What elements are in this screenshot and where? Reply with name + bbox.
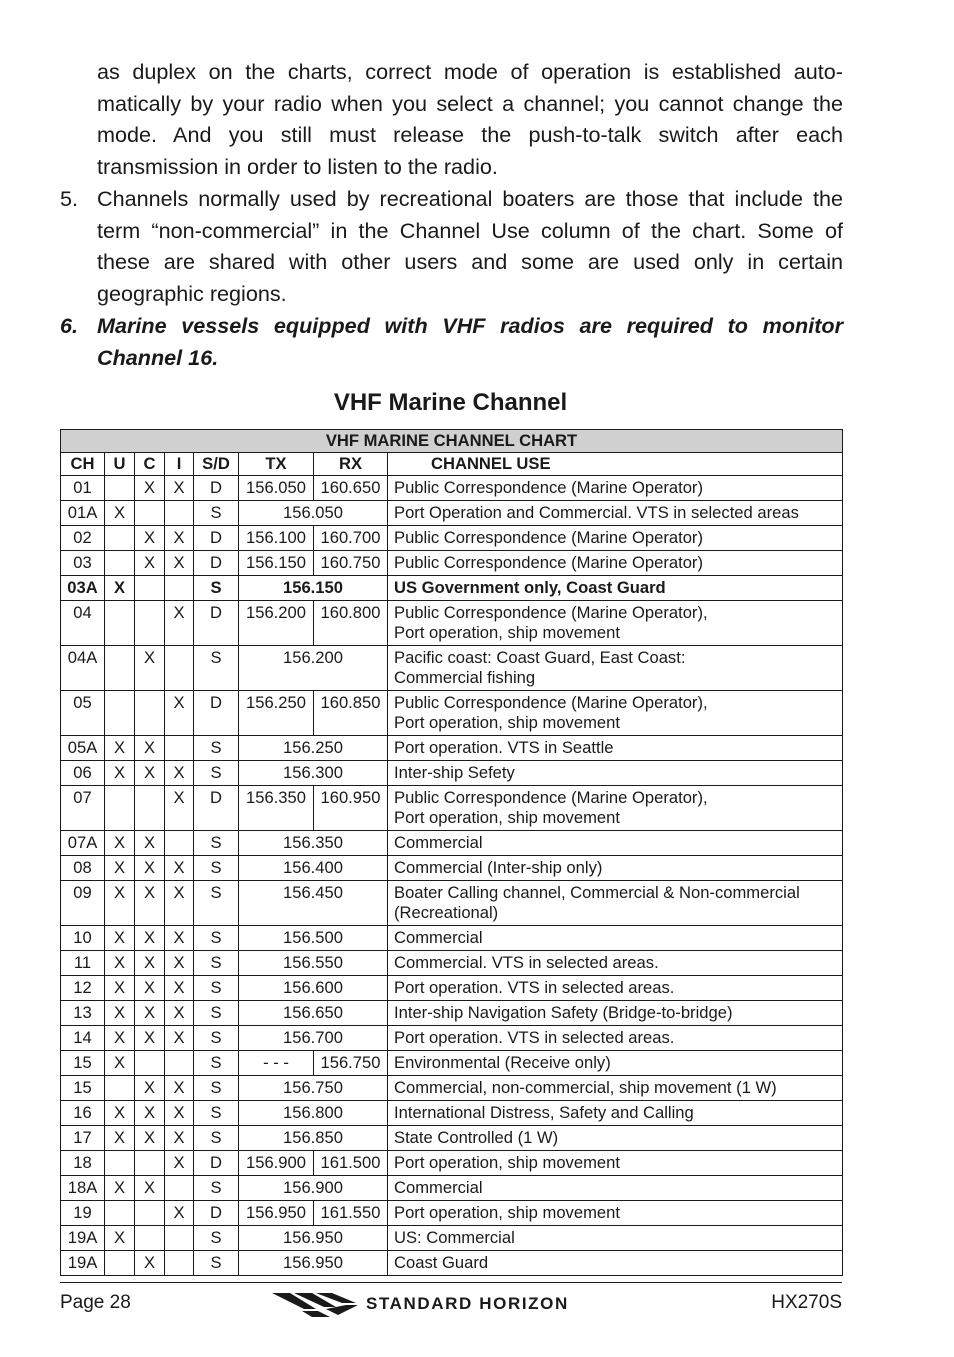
channel-use-cell (388, 856, 843, 881)
column-header: CHANNEL USE (388, 453, 843, 476)
channel-use-cell (388, 761, 843, 786)
channel-use-line: Public Correspondence (Marine Operator), (394, 693, 708, 712)
us-cell: X (105, 576, 135, 601)
us-cell (105, 601, 135, 646)
tx-cell: 156.100 (239, 526, 314, 551)
footer-rule (60, 1282, 842, 1283)
intl-cell (165, 1176, 194, 1201)
us-cell (105, 551, 135, 576)
channel-use-line: Port operation, ship movement (394, 1203, 620, 1222)
tx-cell: 156.150 (239, 551, 314, 576)
rx-cell: 161.500 (314, 1151, 388, 1176)
mode-cell: D (194, 1201, 239, 1226)
channel-use-cell (388, 551, 843, 576)
channel-use-line: Commercial (Inter-ship only) (394, 858, 603, 877)
channel-cell: 15 (61, 1076, 105, 1101)
us-cell: X (105, 501, 135, 526)
canada-cell: X (135, 926, 165, 951)
us-cell: X (105, 831, 135, 856)
mode-cell: D (194, 1151, 239, 1176)
mode-cell: D (194, 551, 239, 576)
us-cell (105, 1251, 135, 1276)
channel-use-line: Port operation, ship movement (394, 713, 620, 732)
canada-cell: X (135, 526, 165, 551)
table-header-row (61, 453, 843, 476)
canada-cell: X (135, 856, 165, 881)
canada-cell: X (135, 736, 165, 761)
us-cell: X (105, 926, 135, 951)
table-row (61, 831, 843, 856)
us-cell: X (105, 976, 135, 1001)
mode-cell: S (194, 1226, 239, 1251)
channel-cell: 19 (61, 1201, 105, 1226)
canada-cell: X (135, 1001, 165, 1026)
table-title: VHF MARINE CHANNEL CHART (61, 430, 843, 453)
us-cell: X (105, 951, 135, 976)
us-cell: X (105, 1026, 135, 1051)
intl-cell (165, 1251, 194, 1276)
channel-cell: 09 (61, 881, 105, 926)
frequency-cell: 156.150 (239, 576, 388, 601)
channel-use-cell (388, 1226, 843, 1251)
canada-cell (135, 786, 165, 831)
channel-use-line: Commercial fishing (394, 668, 536, 687)
channel-cell: 04 (61, 601, 105, 646)
channel-use-cell (388, 1201, 843, 1226)
column-header: RX (314, 453, 388, 476)
table-row (61, 1126, 843, 1151)
table-row (61, 476, 843, 501)
list-number: 6. (60, 313, 79, 338)
us-cell: X (105, 1101, 135, 1126)
channel-cell: 02 (61, 526, 105, 551)
channel-use-cell (388, 601, 843, 646)
section-heading: VHF Marine Channel (333, 389, 568, 416)
canada-cell: X (135, 951, 165, 976)
us-cell: X (105, 1126, 135, 1151)
canada-cell: X (135, 1126, 165, 1151)
channel-use-line: Commercial, non-commercial, ship movement (1 W) (394, 1078, 777, 1097)
table-row (61, 1226, 843, 1251)
channel-use-line: Commercial (394, 928, 483, 947)
us-cell (105, 1076, 135, 1101)
channel-cell: 19A (61, 1226, 105, 1251)
channel-use-line: Port operation, ship movement (394, 623, 620, 642)
canada-cell: X (135, 761, 165, 786)
tx-cell: 156.900 (239, 1151, 314, 1176)
channel-cell: 18 (61, 1151, 105, 1176)
intl-cell: X (165, 1101, 194, 1126)
mode-cell: D (194, 601, 239, 646)
canada-cell: X (135, 881, 165, 926)
us-cell (105, 476, 135, 501)
intl-cell: X (165, 881, 194, 926)
mode-cell: S (194, 646, 239, 691)
channel-use-line: Commercial (394, 1178, 483, 1197)
us-cell: X (105, 1001, 135, 1026)
table-row (61, 761, 843, 786)
canada-cell (135, 1226, 165, 1251)
channel-use-line: Port Operation and Commercial. VTS in selected areas (394, 503, 799, 522)
table-row (61, 1176, 843, 1201)
table-row (61, 856, 843, 881)
tx-cell: 156.200 (239, 601, 314, 646)
canada-cell: X (135, 1076, 165, 1101)
brand-name: STANDARD HORIZON (366, 1294, 569, 1313)
canada-cell: X (135, 551, 165, 576)
frequency-cell: 156.400 (239, 856, 388, 881)
frequency-cell: 156.550 (239, 951, 388, 976)
channel-cell: 01A (61, 501, 105, 526)
us-cell (105, 1151, 135, 1176)
channel-cell: 19A (61, 1251, 105, 1276)
mode-cell: D (194, 526, 239, 551)
frequency-cell: 156.700 (239, 1026, 388, 1051)
channel-use-cell (388, 736, 843, 761)
table-row (61, 1076, 843, 1101)
channel-cell: 04A (61, 646, 105, 691)
frequency-cell: 156.350 (239, 831, 388, 856)
channel-use-line: Port operation. VTS in Seattle (394, 738, 614, 757)
us-cell: X (105, 736, 135, 761)
table-row (61, 1101, 843, 1126)
canada-cell (135, 501, 165, 526)
intl-cell: X (165, 1001, 194, 1026)
canada-cell (135, 1151, 165, 1176)
frequency-cell: 156.600 (239, 976, 388, 1001)
intl-cell (165, 736, 194, 761)
channel-use-cell (388, 1251, 843, 1276)
intl-cell (165, 576, 194, 601)
frequency-cell: 156.750 (239, 1076, 388, 1101)
intl-cell: X (165, 1026, 194, 1051)
channel-cell: 05 (61, 691, 105, 736)
table-row (61, 976, 843, 1001)
channel-cell: 14 (61, 1026, 105, 1051)
frequency-cell: 156.500 (239, 926, 388, 951)
frequency-cell: 156.800 (239, 1101, 388, 1126)
intl-cell (165, 831, 194, 856)
rx-cell: 161.550 (314, 1201, 388, 1226)
mode-cell: S (194, 1051, 239, 1076)
mode-cell: S (194, 976, 239, 1001)
intl-cell: X (165, 691, 194, 736)
channel-use-cell (388, 526, 843, 551)
intl-cell: X (165, 786, 194, 831)
intl-cell (165, 1226, 194, 1251)
channel-use-cell (388, 691, 843, 736)
continuation-paragraph: as duplex on the charts, correct mode of operation is established auto-matically by your radio when you select a channel; you cannot change the mode. And you still must release the push-to-talk switch after each transmission in order to listen to the radio. (97, 59, 843, 180)
rx-cell: 156.750 (314, 1051, 388, 1076)
channel-cell: 03A (61, 576, 105, 601)
channel-use-line: Commercial. VTS in selected areas. (394, 953, 659, 972)
us-cell (105, 691, 135, 736)
channel-use-cell (388, 476, 843, 501)
frequency-cell: 156.300 (239, 761, 388, 786)
channel-use-line: Public Correspondence (Marine Operator) (394, 528, 703, 547)
intl-cell: X (165, 476, 194, 501)
channel-use-cell (388, 951, 843, 976)
channel-cell: 06 (61, 761, 105, 786)
channel-use-line: Port operation, ship movement (394, 808, 620, 827)
channel-use-line: Port operation. VTS in selected areas. (394, 1028, 675, 1047)
channel-use-cell (388, 831, 843, 856)
column-header: CH (61, 453, 105, 476)
channel-cell: 01 (61, 476, 105, 501)
us-cell: X (105, 1176, 135, 1201)
mode-cell: S (194, 856, 239, 881)
frequency-cell: 156.200 (239, 646, 388, 691)
intl-cell (165, 1051, 194, 1076)
intl-cell: X (165, 551, 194, 576)
intl-cell: X (165, 1126, 194, 1151)
canada-cell (135, 601, 165, 646)
channel-use-line: International Distress, Safety and Calling (394, 1103, 694, 1122)
channel-use-line: US Government only, Coast Guard (394, 578, 666, 597)
table-row (61, 576, 843, 601)
canada-cell: X (135, 1251, 165, 1276)
mode-cell: D (194, 691, 239, 736)
canada-cell (135, 1201, 165, 1226)
frequency-cell: 156.650 (239, 1001, 388, 1026)
channel-use-cell (388, 1051, 843, 1076)
canada-cell: X (135, 1026, 165, 1051)
channel-use-cell (388, 976, 843, 1001)
mode-cell: S (194, 501, 239, 526)
table-row (61, 526, 843, 551)
channel-use-line: State Controlled (1 W) (394, 1128, 559, 1147)
tx-cell: - - - (239, 1051, 314, 1076)
channel-use-line: US: Commercial (394, 1228, 515, 1247)
intl-cell: X (165, 976, 194, 1001)
channel-cell: 08 (61, 856, 105, 881)
us-cell: X (105, 1051, 135, 1076)
intl-cell (165, 646, 194, 691)
channel-use-line: Public Correspondence (Marine Operator), (394, 788, 708, 807)
brand-logo (272, 1289, 632, 1319)
tx-cell: 156.950 (239, 1201, 314, 1226)
frequency-cell: 156.450 (239, 881, 388, 926)
mode-cell: S (194, 576, 239, 601)
us-cell (105, 1201, 135, 1226)
table-row (61, 786, 843, 831)
table-row (61, 601, 843, 646)
table-row (61, 646, 843, 691)
mode-cell: S (194, 951, 239, 976)
rx-cell: 160.750 (314, 551, 388, 576)
mode-cell: S (194, 1076, 239, 1101)
rx-cell: 160.700 (314, 526, 388, 551)
channel-cell: 15 (61, 1051, 105, 1076)
intl-cell: X (165, 601, 194, 646)
table-row (61, 501, 843, 526)
channel-use-line: Port operation. VTS in selected areas. (394, 978, 675, 997)
canada-cell (135, 576, 165, 601)
channel-use-cell (388, 1151, 843, 1176)
us-cell (105, 646, 135, 691)
column-header: S/D (194, 453, 239, 476)
table-row (61, 926, 843, 951)
mode-cell: S (194, 1176, 239, 1201)
intl-cell: X (165, 926, 194, 951)
list-text: Marine vessels equipped with VHF radios are required to monitor Channel 16. (97, 313, 843, 370)
page-number: Page 28 (60, 1292, 131, 1313)
channel-use-cell (388, 1126, 843, 1151)
mode-cell: S (194, 1001, 239, 1026)
vhf-channel-table (60, 429, 843, 1276)
intl-cell: X (165, 856, 194, 881)
table-row (61, 551, 843, 576)
frequency-cell: 156.050 (239, 501, 388, 526)
frequency-cell: 156.850 (239, 1126, 388, 1151)
us-cell: X (105, 1226, 135, 1251)
canada-cell (135, 691, 165, 736)
intl-cell: X (165, 526, 194, 551)
canada-cell: X (135, 476, 165, 501)
us-cell (105, 786, 135, 831)
channel-use-line: Environmental (Receive only) (394, 1053, 611, 1072)
mode-cell: S (194, 1126, 239, 1151)
mode-cell: S (194, 761, 239, 786)
channel-use-cell (388, 1176, 843, 1201)
intl-cell: X (165, 761, 194, 786)
table-row (61, 736, 843, 761)
table-row (61, 1026, 843, 1051)
channel-use-line: Port operation, ship movement (394, 1153, 620, 1172)
mode-cell: D (194, 786, 239, 831)
canada-cell: X (135, 646, 165, 691)
list-number: 5. (60, 186, 79, 211)
channel-cell: 03 (61, 551, 105, 576)
channel-use-cell (388, 1001, 843, 1026)
channel-cell: 07A (61, 831, 105, 856)
frequency-cell: 156.250 (239, 736, 388, 761)
channel-cell: 05A (61, 736, 105, 761)
model-number: HX270S (771, 1292, 842, 1313)
us-cell: X (105, 761, 135, 786)
us-cell (105, 526, 135, 551)
channel-cell: 13 (61, 1001, 105, 1026)
mode-cell: S (194, 926, 239, 951)
column-header: TX (239, 453, 314, 476)
channel-use-line: Public Correspondence (Marine Operator) (394, 553, 703, 572)
table-row (61, 1151, 843, 1176)
channel-use-cell (388, 786, 843, 831)
mode-cell: D (194, 476, 239, 501)
channel-cell: 17 (61, 1126, 105, 1151)
channel-cell: 18A (61, 1176, 105, 1201)
table-row (61, 1051, 843, 1076)
table-row (61, 1001, 843, 1026)
column-header: C (135, 453, 165, 476)
channel-use-cell (388, 646, 843, 691)
channel-use-line: Public Correspondence (Marine Operator), (394, 603, 708, 622)
channel-use-line: Inter-ship Navigation Safety (Bridge-to-bridge) (394, 1003, 733, 1022)
intl-cell: X (165, 1076, 194, 1101)
channel-use-cell (388, 926, 843, 951)
column-header: I (165, 453, 194, 476)
frequency-cell: 156.950 (239, 1251, 388, 1276)
table-row (61, 691, 843, 736)
channel-use-cell (388, 1101, 843, 1126)
canada-cell: X (135, 976, 165, 1001)
table-row (61, 1201, 843, 1226)
channel-use-line: Public Correspondence (Marine Operator) (394, 478, 703, 497)
tx-cell: 156.050 (239, 476, 314, 501)
channel-use-line: Inter-ship Sefety (394, 763, 515, 782)
table-row (61, 881, 843, 926)
tx-cell: 156.250 (239, 691, 314, 736)
intl-cell (165, 501, 194, 526)
us-cell: X (105, 856, 135, 881)
rx-cell: 160.650 (314, 476, 388, 501)
rx-cell: 160.850 (314, 691, 388, 736)
canada-cell (135, 1051, 165, 1076)
list-text: Channels normally used by recreational boaters are those that include the term “non-commercial” in the Channel Use column of the chart. Some of these are shared with other users and some are used only in certain geographic regions. (97, 186, 843, 307)
rx-cell: 160.950 (314, 786, 388, 831)
channel-use-cell (388, 881, 843, 926)
rx-cell: 160.800 (314, 601, 388, 646)
canada-cell: X (135, 831, 165, 856)
channel-use-line: (Recreational) (394, 903, 499, 922)
mode-cell: S (194, 1101, 239, 1126)
table-row (61, 1251, 843, 1276)
mode-cell: S (194, 1026, 239, 1051)
mode-cell: S (194, 736, 239, 761)
channel-use-line: Boater Calling channel, Commercial & Non-commercial (394, 883, 800, 902)
us-cell: X (105, 881, 135, 926)
intl-cell: X (165, 1151, 194, 1176)
mode-cell: S (194, 881, 239, 926)
canada-cell: X (135, 1176, 165, 1201)
channel-use-cell (388, 1026, 843, 1051)
table-row (61, 951, 843, 976)
channel-use-line: Pacific coast: Coast Guard, East Coast: (394, 648, 686, 667)
channel-use-cell (388, 576, 843, 601)
channel-use-line: Coast Guard (394, 1253, 489, 1272)
column-header: U (105, 453, 135, 476)
frequency-cell: 156.950 (239, 1226, 388, 1251)
channel-cell: 11 (61, 951, 105, 976)
frequency-cell: 156.900 (239, 1176, 388, 1201)
channel-cell: 16 (61, 1101, 105, 1126)
mode-cell: S (194, 831, 239, 856)
intl-cell: X (165, 1201, 194, 1226)
channel-use-line: Commercial (394, 833, 483, 852)
tx-cell: 156.350 (239, 786, 314, 831)
canada-cell: X (135, 1101, 165, 1126)
mode-cell: S (194, 1251, 239, 1276)
intl-cell: X (165, 951, 194, 976)
channel-use-cell (388, 1076, 843, 1101)
channel-cell: 07 (61, 786, 105, 831)
brand-logo-icon (272, 1289, 362, 1319)
channel-cell: 12 (61, 976, 105, 1001)
channel-cell: 10 (61, 926, 105, 951)
channel-use-cell (388, 501, 843, 526)
